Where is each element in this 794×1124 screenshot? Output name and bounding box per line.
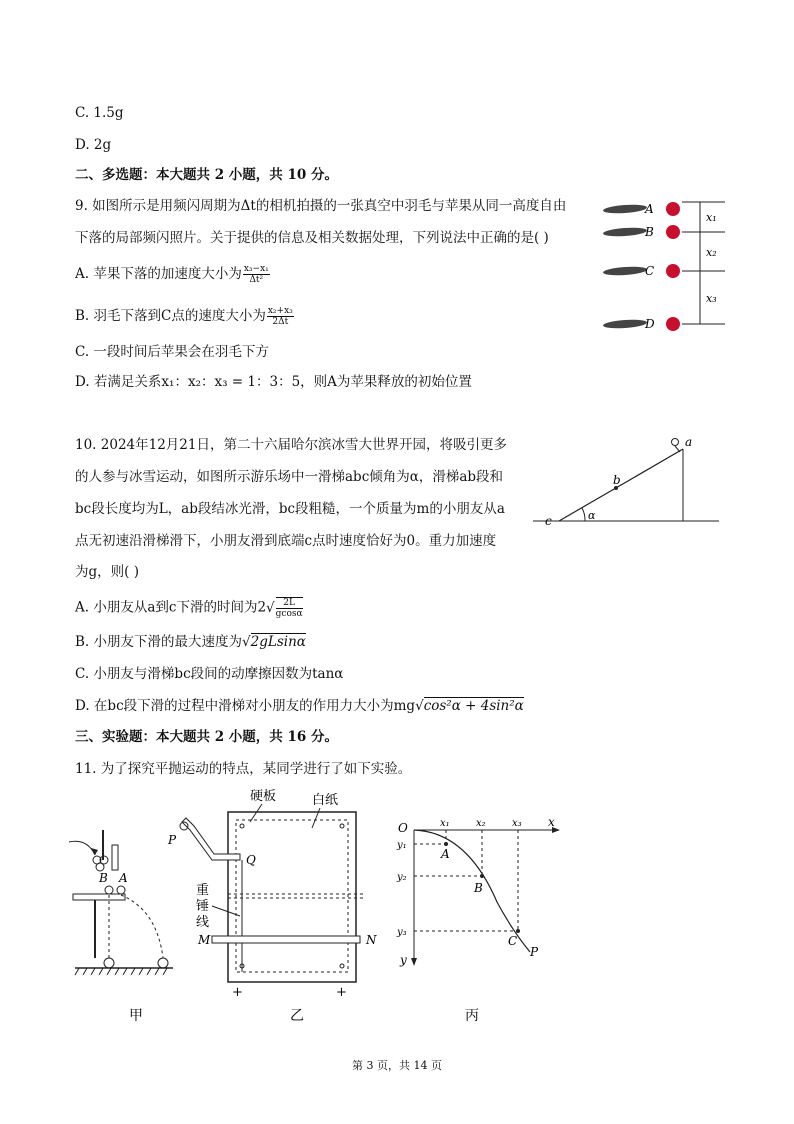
mn-plate [212, 936, 360, 943]
q10-stem-line1: 10. 2024年12月21日，第二十六届哈尔滨冰雪大世界开园，将吸引更多 [75, 437, 507, 453]
q8-option-d: D. 2g [75, 137, 112, 153]
ball-b-icon [105, 886, 113, 894]
label-y3: y₃ [397, 927, 407, 938]
label-x3: x₃ [512, 818, 522, 829]
q11-stem: 11. 为了探究平抛运动的特点，某同学进行了如下实验。 [75, 761, 412, 777]
q10-figure [525, 432, 725, 532]
q9-option-b-text: B. 羽毛下落到C点的速度大小为 [75, 308, 266, 324]
q9-option-b [75, 306, 295, 327]
apple-icon [666, 202, 680, 216]
ball-icon [96, 863, 104, 871]
q9-option-d: D. 若满足关系x₁：x₂：x₃ = 1：3：5，则A为苹果释放的初始位置 [75, 374, 472, 390]
pin-icon [340, 964, 344, 968]
q11-figure-bing [392, 812, 567, 1030]
q10-stem-line5: 为g，则( ) [75, 564, 139, 580]
q10-option-a [75, 597, 304, 619]
label-x2: x₂ [476, 818, 486, 829]
label-x: x [548, 815, 555, 829]
q10-option-a-fraction [276, 597, 303, 619]
page-footer: 第 3 页，共 14 页 [352, 1059, 442, 1072]
label-y2: y₂ [397, 872, 407, 883]
q10-option-d-text: D. 在bc段下滑的过程中滑梯对小朋友的作用力大小为mg [75, 698, 416, 714]
label-c: C [508, 934, 518, 948]
feather-apple-row-a [603, 202, 680, 216]
slide-rail [182, 818, 240, 860]
white-paper [236, 820, 348, 972]
caption-jia: 甲 [129, 1008, 143, 1024]
guide-lines [414, 830, 518, 931]
distance-markers [682, 202, 725, 324]
label-c: C [645, 264, 655, 278]
label-q: Q [246, 853, 256, 867]
label-board: 硬板 [250, 789, 277, 804]
q9-option-b-fraction [267, 306, 294, 327]
pin-icon [240, 824, 244, 828]
q9-option-a-fraction [243, 264, 270, 285]
q10-option-d-radicand: cos²α + 4sin²α [423, 698, 524, 714]
sqrt-symbol: √ [415, 698, 424, 714]
sqrt-symbol: √ [242, 634, 251, 650]
q9-stem-line2: 下落的局部频闪照片。关于提供的信息及相关数据处理，下列说法中正确的是( ) [75, 230, 549, 246]
label-a: a [685, 435, 693, 449]
fraction-denominator: Δt² [249, 275, 264, 285]
label-x1: x₁ [440, 818, 450, 829]
q9-figure [600, 192, 730, 337]
feather-apple-row-d [603, 317, 680, 331]
label-b: B [645, 225, 654, 239]
apple-icon [666, 225, 680, 239]
projectile-path [121, 895, 163, 958]
feather-icon [603, 226, 647, 237]
label-y: y [400, 953, 407, 967]
section-2-title: 二、多选题：本大题共 2 小题，共 10 分。 [75, 167, 338, 183]
label-paper: 白纸 [312, 793, 339, 808]
label-o: O [398, 821, 408, 835]
fraction-denominator: gcosα [275, 609, 303, 619]
pin-icon [340, 824, 344, 828]
caption-yi: 乙 [290, 1008, 304, 1024]
child-head-icon [672, 439, 679, 446]
caption-bing: 丙 [465, 1008, 479, 1024]
feather-icon [603, 318, 647, 329]
q9-option-c: C. 一段时间后苹果会在羽毛下方 [75, 344, 269, 360]
child-body-icon [675, 446, 680, 452]
feather-apple-row-b [603, 225, 680, 239]
q10-option-d [75, 697, 524, 715]
label-a: A [441, 847, 450, 861]
q10-stem-line2: 的人参与冰雪运动，如图所示游乐场中一滑梯abc倾角为α，滑梯ab段和 [75, 469, 504, 485]
q10-option-b [75, 633, 306, 651]
q8-option-c: C. 1.5g [75, 105, 124, 121]
apple-icon [666, 317, 680, 331]
label-n: N [366, 933, 377, 947]
label-y1: y₁ [397, 840, 407, 851]
ball-a-icon [117, 886, 125, 894]
plus-sign: + [232, 985, 243, 1000]
label-b: b [613, 473, 621, 487]
point-b [480, 874, 484, 878]
q10-option-c: C. 小朋友与滑梯bc段间的动摩擦因数为tanα [75, 666, 344, 682]
hard-board [228, 812, 356, 982]
label-a: A [645, 202, 654, 216]
plus-sign: + [336, 985, 347, 1000]
q9-stem-line1: 9. 如图所示是用频闪周期为Δt的相机拍摄的一张真空中羽毛与苹果从同一高度自由 [75, 198, 567, 214]
point-c [516, 929, 520, 933]
fraction-numerator: x₃−x₁ [243, 264, 269, 274]
label-b: B [474, 881, 483, 895]
arrow-head-icon [91, 848, 98, 855]
q11-figure-yi [160, 782, 380, 1030]
section-3-title: 三、实验题：本大题共 2 小题，共 16 分。 [75, 729, 338, 745]
label-x3: x₃ [706, 292, 717, 305]
fraction-denominator: 2Δt [272, 317, 289, 327]
label-p: P [168, 833, 177, 847]
platform [73, 894, 125, 900]
label-plumb: 锤 [196, 899, 210, 914]
label-a: A [119, 871, 128, 885]
label-d: D [645, 317, 655, 331]
sqrt-symbol: √ [266, 600, 275, 616]
point-a [444, 842, 448, 846]
label-alpha: α [588, 509, 596, 522]
fraction-numerator: x₂+x₃ [267, 306, 293, 316]
label-x2: x₂ [706, 246, 717, 259]
feather-icon [603, 265, 647, 276]
feather-icon [603, 203, 647, 214]
label-plumb: 重 [196, 883, 210, 898]
label-c: c [545, 514, 552, 528]
leader-line [250, 804, 262, 822]
ground-hatching [75, 968, 167, 975]
label-p: P [530, 945, 539, 959]
q10-option-a-text: A. 小朋友从a到c下滑的时间为2 [75, 599, 267, 616]
fraction-numerator: 2L [276, 598, 303, 609]
label-b: B [99, 871, 108, 885]
leader-line [312, 808, 320, 828]
q9-option-a-text: A. 苹果下落的加速度大小为 [75, 266, 242, 282]
landed-ball-icon [104, 958, 114, 968]
feather-apple-row-c [603, 264, 680, 278]
label-plumb: 线 [196, 915, 210, 930]
slide-surface [559, 449, 683, 521]
y-axis-arrow-icon [411, 958, 417, 966]
label-m: M [198, 933, 211, 947]
label-x1: x₁ [706, 211, 717, 224]
q10-option-b-radicand: 2gLsinα [250, 634, 306, 650]
q10-stem-line4: 点无初速沿滑梯滑下，小朋友滑到底端c点时速度恰好为0。重力加速度 [75, 533, 497, 549]
striker-plate [112, 845, 118, 870]
angle-arc [582, 508, 585, 521]
apple-icon [666, 264, 680, 278]
q10-stem-line3: bc段长度均为L，ab段结冰光滑，bc段粗糙，一个质量为m的小朋友从a [75, 501, 505, 517]
q10-option-b-text: B. 小朋友下滑的最大速度为 [75, 634, 243, 650]
q9-option-a [75, 264, 271, 285]
